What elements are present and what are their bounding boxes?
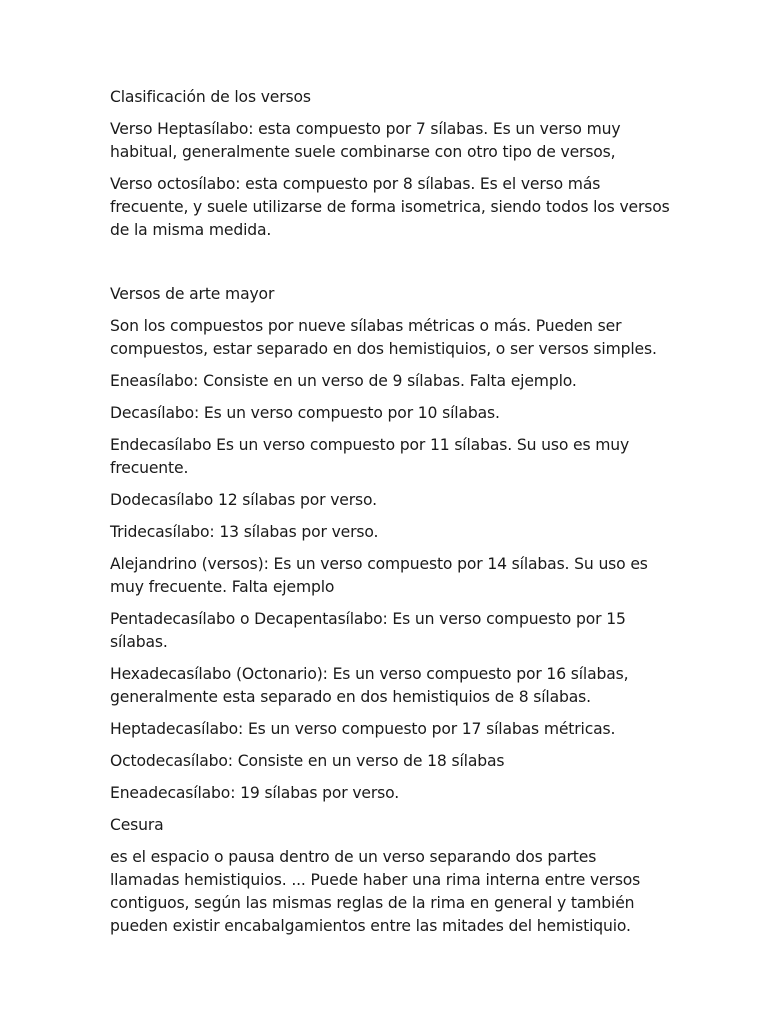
- item-pentadecasilabo: Pentadecasílabo o Decapentasílabo: Es un verso compuesto por 15 sílabas.: [110, 610, 626, 651]
- document-body: [110, 86, 670, 947]
- item-alejandrino: Alejandrino (versos): Es un verso compuesto por 14 sílabas. Su uso es muy frecuente. Falta ejemplo: [110, 555, 648, 596]
- item-heptadecasilabo: Heptadecasílabo: Es un verso compuesto por 17 sílabas métricas.: [110, 720, 616, 738]
- section-heading-cesura: Cesura: [110, 816, 164, 834]
- item-decasilabo: Decasílabo: Es un verso compuesto por 10 sílabas.: [110, 404, 500, 422]
- item-octodecasilabo: Octodecasílabo: Consiste en un verso de 18 sílabas: [110, 752, 505, 770]
- item-eneasilabo: Eneasílabo: Consiste en un verso de 9 sílabas. Falta ejemplo.: [110, 372, 577, 390]
- section-intro-arte-mayor: Son los compuestos por nueve sílabas métricas o más. Pueden ser compuestos, estar separado en dos hemistiquios, o ser versos simples.: [110, 317, 657, 358]
- item-tridecasilabo: Tridecasílabo: 13 sílabas por verso.: [110, 523, 379, 541]
- paragraph-octosilabo: Verso octosílabo: esta compuesto por 8 sílabas. Es el verso más frecuente, y suele utilizarse de forma isometrica, siendo todos los versos de la misma medida.: [110, 175, 670, 239]
- section-heading-arte-mayor: Versos de arte mayor: [110, 285, 275, 303]
- document-title: Clasificación de los versos: [110, 88, 311, 106]
- blank-line: [110, 251, 670, 274]
- item-endecasilabo: Endecasílabo Es un verso compuesto por 11 sílabas. Su uso es muy frecuente.: [110, 436, 630, 477]
- item-eneadecasilabo: Eneadecasílabo: 19 sílabas por verso.: [110, 784, 400, 802]
- item-hexadecasilabo: Hexadecasílabo (Octonario): Es un verso compuesto por 16 sílabas, generalmente esta separado en dos hemistiquios de 8 sílabas.: [110, 665, 629, 706]
- paragraph-heptasilabo: Verso Heptasílabo: esta compuesto por 7 sílabas. Es un verso muy habitual, generalmente suele combinarse con otro tipo de versos,: [110, 120, 621, 161]
- section-body-cesura: es el espacio o pausa dentro de un verso separando dos partes llamadas hemistiquios. ... Puede haber una rima interna entre versos contiguos, según las mismas reglas de la rima en general y también pueden existir encabalgamientos entre las mitades del hemistiquio.: [110, 848, 641, 935]
- item-dodecasilabo: Dodecasílabo 12 sílabas por verso.: [110, 491, 377, 509]
